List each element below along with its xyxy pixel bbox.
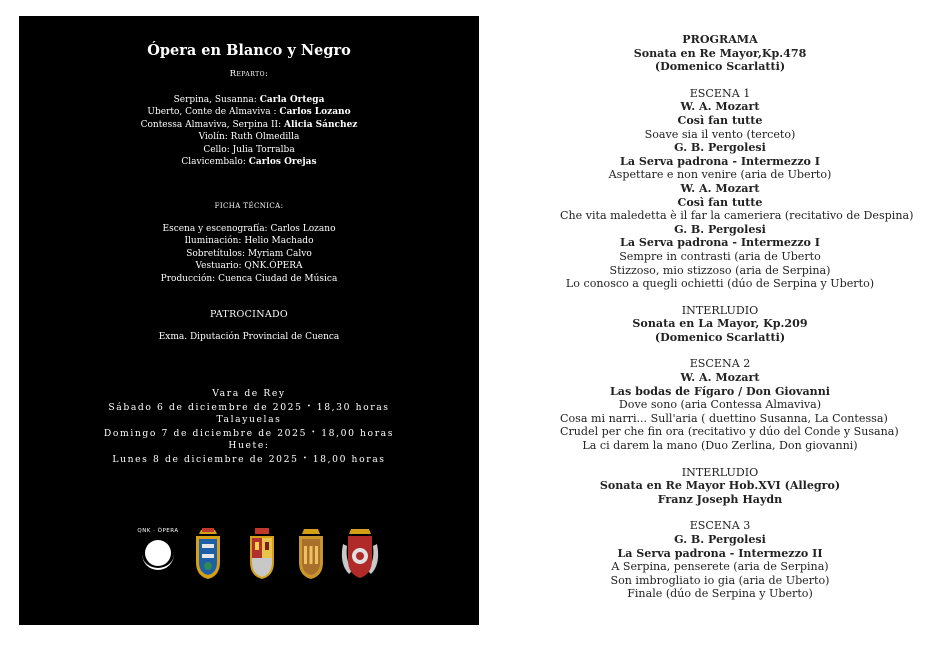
program-line: Son imbrogliato io gia (aria de Uberto) — [610, 573, 830, 587]
crew-list — [19, 223, 479, 285]
program-bold-line: Così fan tutte — [677, 113, 763, 127]
coat-of-arms-1-icon — [193, 528, 223, 580]
crew-row: Producción: Cuenca Ciudad de Música — [160, 273, 338, 284]
program-line: Soave sia il vento (terceto) — [644, 127, 796, 141]
bullet-separator: • — [303, 454, 309, 462]
program-line: Sempre in contrasti (aria de Uberto — [619, 249, 821, 263]
performance-date-row — [19, 427, 479, 440]
program-line: ESCENA 2 — [689, 357, 751, 371]
cast-role: Clavicembalo: — [181, 157, 249, 168]
cast-row — [19, 106, 479, 118]
program-bold-line: Sonata en Re Mayor Hob.XVI (Allegro) — [599, 479, 841, 493]
program-section — [560, 357, 899, 453]
performance-date: Lunes 8 de diciembre de 2025 — [112, 453, 299, 465]
program-bold-line: G. B. Pergolesi — [674, 222, 766, 236]
coat-of-arms-2-icon — [247, 528, 277, 580]
bullet-separator: • — [311, 428, 317, 436]
program-line: ESCENA 1 — [689, 86, 751, 100]
program-section — [560, 33, 880, 74]
cast-role: Contessa Almaviva, Serpina II: — [140, 119, 284, 130]
performance-place: Huete: — [228, 439, 270, 451]
cast-performer: Carla Ortega — [259, 95, 325, 105]
program-line: Dove sono (aria Contessa Almaviva) — [618, 398, 822, 412]
cast-list — [19, 94, 479, 168]
cast-row — [19, 156, 479, 168]
program-bold-line: G. B. Pergolesi — [674, 533, 766, 546]
crew-row: Iluminación: Helio Machado — [184, 236, 314, 247]
performance-date: Sábado 6 de diciembre de 2025 — [108, 401, 303, 413]
cast-row — [19, 94, 479, 106]
crew-row: Sobretítulos: Myriam Calvo — [186, 248, 312, 259]
cast-performer: Julia Torralba — [232, 144, 295, 155]
page-title: Ópera en Blanco y Negro — [147, 42, 351, 59]
program-bold-line: Sonata en Re Mayor,Kp.478 — [633, 46, 807, 60]
cast-row — [19, 144, 479, 156]
cast-performer: Ruth Olmedilla — [230, 132, 300, 143]
program-bold-line: W. A. Mozart — [680, 100, 760, 114]
ficha-tecnica-heading: FICHA TÉCNICA: — [214, 202, 284, 210]
program-bold-line: La Serva padrona - Intermezzo I — [620, 236, 820, 250]
program-line: Finale (dúo de Serpina y Uberto) — [627, 587, 813, 601]
crew-row: Vestuario: QNK.ÓPERA — [195, 261, 303, 272]
performance-place: Talayuelas — [216, 413, 282, 425]
program-section — [560, 466, 880, 507]
program-bold-line: W. A. Mozart — [680, 371, 760, 385]
program-bold-line: (Domenico Scarlatti) — [654, 330, 786, 344]
program-section — [560, 304, 880, 345]
program-bold-line: La Serva padrona - Intermezzo I — [620, 154, 820, 168]
logo-circle — [145, 540, 171, 566]
cast-role: Violín: — [198, 132, 231, 143]
program-line: Crudel per che fin ora (recitativo y dúo del Conde y Susana) — [560, 425, 899, 439]
performance-list — [19, 388, 479, 466]
crew-row: Escena y escenografía: Carlos Lozano — [162, 224, 336, 234]
performance-place: Vara de Rey — [212, 388, 286, 399]
program-bold-line: La Serva padrona - Intermezzo II — [617, 546, 823, 560]
qnk-logo-text: QNK · ÓPERA — [137, 528, 179, 534]
program-bold-line: Franz Joseph Haydn — [657, 492, 783, 506]
cast-role: Cello: — [203, 144, 233, 155]
performance-time: 18,00 horas — [321, 427, 395, 439]
cast-performer: Carlos Lozano — [279, 107, 351, 118]
program-line: INTERLUDIO — [681, 303, 759, 317]
program-line: Lo conosco a quegli ochietti (dúo de Serpina y Uberto) — [565, 277, 875, 291]
program-line: Stizzoso, mio stizzoso (aria de Serpina) — [609, 263, 831, 277]
program-line: Aspettare e non venire (aria de Uberto) — [608, 168, 832, 182]
program-section — [560, 86, 914, 291]
performance-date-row — [19, 453, 479, 466]
program-bold-line: Sonata en La Mayor, Kp.209 — [632, 317, 808, 331]
performance-time: 18,30 horas — [316, 401, 390, 413]
cover-panel — [19, 16, 479, 625]
coat-of-arms-3-icon — [296, 528, 326, 580]
performance-date: Domingo 7 de diciembre de 2025 — [103, 427, 308, 439]
program-line: INTERLUDIO — [681, 465, 759, 479]
coat-of-arms-4-icon — [339, 528, 381, 580]
program-bold-line: Las bodas de Fígaro / Don Giovanni — [609, 384, 831, 398]
program-bold-line: (Domenico Scarlatti) — [654, 60, 786, 74]
qnk-opera-logo — [133, 528, 183, 578]
bullet-separator: • — [307, 402, 313, 410]
cast-row — [19, 119, 479, 131]
program-line: Cosa mi narri... Sull'aria ( duettino Susanna, La Contessa) — [560, 411, 888, 425]
program-line: La ci darem la mano (Duo Zerlina, Don giovanni) — [582, 439, 858, 453]
patrocinado-heading: PATROCINADO — [209, 309, 289, 320]
reparto-heading-text: Reparto: — [229, 69, 269, 79]
sponsor-name: Exma. Diputación Provincial de Cuenca — [158, 332, 340, 342]
cast-performer: Alicia Sánchez — [283, 119, 358, 130]
program-bold-line: PROGRAMA — [682, 33, 758, 46]
reparto-heading — [19, 69, 479, 79]
program-bold-line: G. B. Pergolesi — [674, 141, 766, 155]
cast-role: Serpina, Susanna: — [173, 95, 260, 105]
performance-time: 18,00 horas — [312, 453, 386, 465]
program-line: ESCENA 3 — [689, 519, 751, 533]
cast-role: Uberto, Conte de Almaviva : — [147, 107, 280, 118]
program-bold-line: W. A. Mozart — [680, 181, 760, 195]
cast-row — [19, 131, 479, 143]
program-section — [560, 519, 880, 601]
program-line: A Serpina, penserete (aria de Serpina) — [611, 560, 829, 574]
program-bold-line: Così fan tutte — [677, 195, 763, 209]
cast-performer: Carlos Orejas — [248, 157, 317, 168]
program-line: Che vita maledetta è il far la cameriera (recitativo de Despina) — [560, 209, 914, 223]
performance-date-row — [19, 401, 479, 414]
program-panel — [560, 33, 914, 614]
